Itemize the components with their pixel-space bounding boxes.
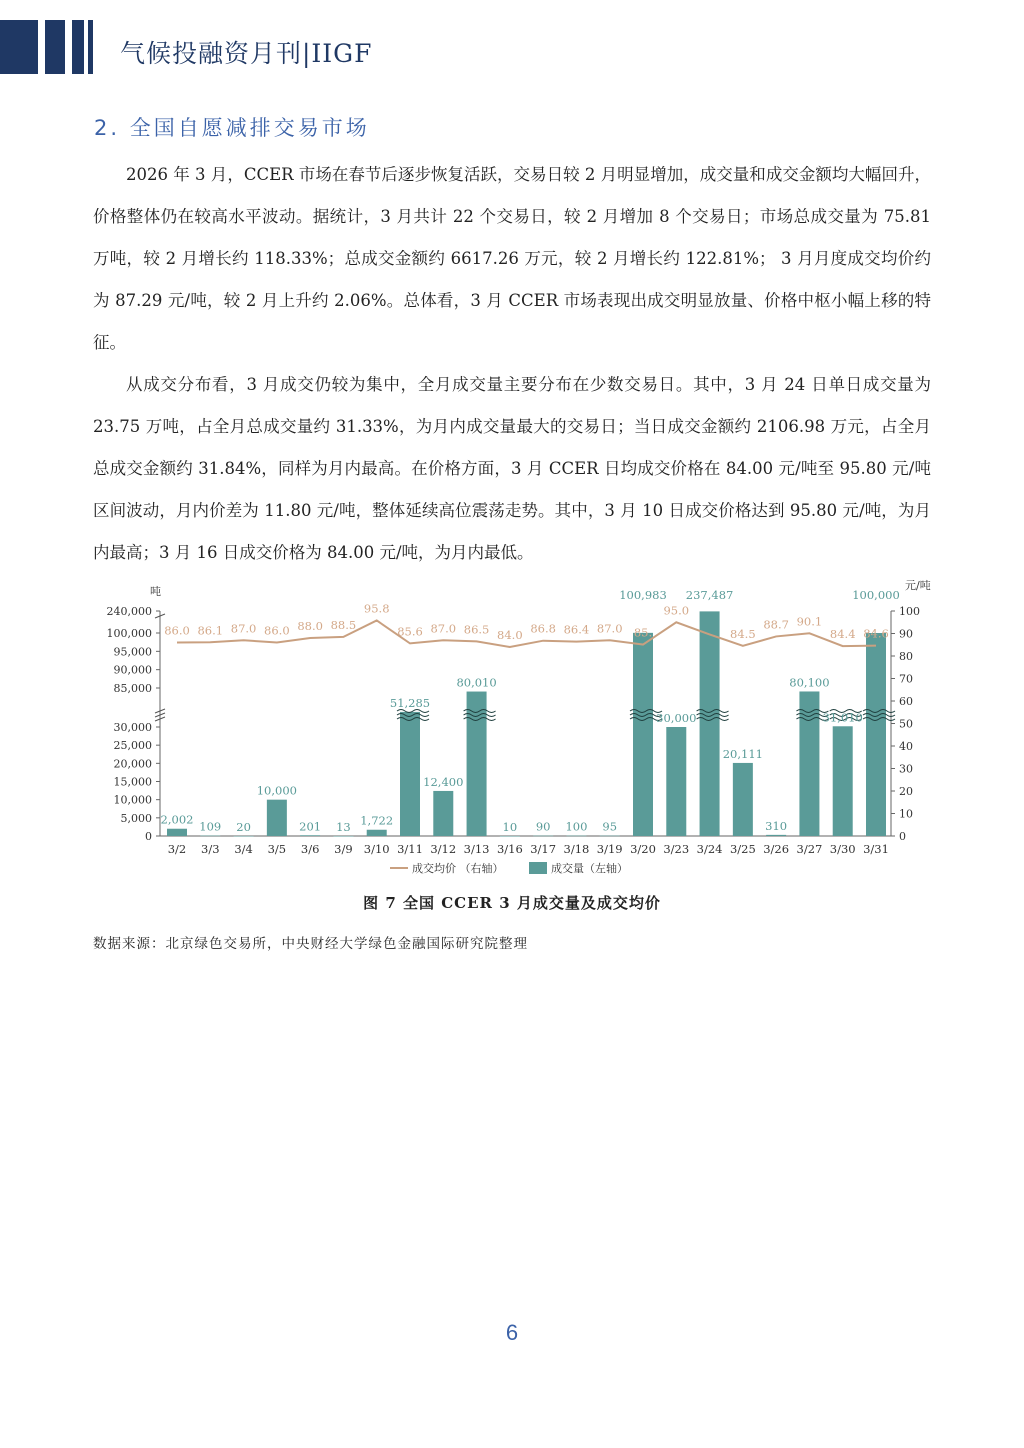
- x-tick-label: 3/27: [796, 842, 823, 856]
- x-tick-label: 3/16: [496, 842, 523, 856]
- right-axis-unit: 元/吨: [905, 579, 931, 592]
- right-tick-label: 60: [899, 695, 913, 708]
- price-label: 85.: [633, 625, 653, 640]
- price-label: 86.4: [563, 622, 590, 637]
- left-tick-label: 5,000: [120, 811, 152, 825]
- price-label: 87.0: [596, 621, 623, 636]
- price-label: 95.0: [663, 603, 690, 618]
- volume-label: 100,000: [852, 588, 900, 602]
- right-tick-label: 20: [899, 785, 913, 798]
- x-tick-label: 3/12: [430, 842, 457, 856]
- page-number: 6: [505, 1320, 519, 1345]
- legend-bar-swatch: [529, 862, 547, 874]
- x-tick-label: 3/17: [530, 842, 557, 856]
- volume-label: 90: [535, 819, 551, 834]
- right-tick-label: 40: [899, 740, 913, 753]
- volume-bar: [433, 791, 453, 836]
- right-tick-label: 0: [899, 830, 906, 843]
- volume-label: 237,487: [685, 588, 734, 602]
- left-axis-unit: 吨: [150, 585, 161, 598]
- volume-label: 80,100: [789, 675, 830, 690]
- data-source: 数据来源：北京绿色交易所，中央财经大学绿色金融国际研究院整理: [93, 936, 528, 952]
- volume-label: 13: [336, 819, 351, 834]
- volume-price-chart: [0, 574, 1024, 884]
- price-label: 90.1: [796, 614, 823, 629]
- figure-caption: 图 7 全国 CCER 3 月成交量及成交均价: [363, 894, 661, 912]
- x-tick-label: 3/13: [463, 842, 490, 856]
- x-tick-label: 3/20: [630, 842, 656, 856]
- x-tick-label: 3/25: [729, 842, 756, 856]
- volume-label: 95: [602, 819, 618, 834]
- x-tick-label: 3/5: [267, 842, 287, 856]
- volume-bar: [533, 836, 553, 837]
- price-label: 84.5: [730, 626, 756, 641]
- price-label: 85.6: [397, 624, 423, 639]
- right-tick-label: 80: [899, 650, 913, 663]
- x-tick-label: 3/6: [300, 842, 320, 856]
- x-tick-label: 3/18: [563, 842, 590, 856]
- volume-bar: [333, 836, 353, 837]
- volume-label: 12,400: [423, 774, 464, 789]
- volume-bar: [367, 830, 387, 836]
- volume-label: 80,010: [456, 675, 497, 690]
- volume-bar: [234, 836, 254, 837]
- volume-label: 2,002: [160, 812, 194, 827]
- volume-bar: [200, 836, 220, 837]
- right-tick-label: 30: [899, 762, 913, 776]
- volume-bar: [766, 835, 786, 836]
- volume-label: 201: [299, 819, 322, 834]
- price-label: 86.5: [463, 622, 490, 637]
- paragraph: 2026 年 3 月，CCER 市场在春节后逐步恢复活跃，交易日较 2 月明显增加，成交量和成交金额均大幅回升，价格整体仍在较高水平波动。据统计，3 月共计 22 个交易日，较 2 月增加 8 个交易日；市场总成交量为 75.81 万吨，较 2 月增长约 118.33%；总成交金额约 6617.26 万元，较 2 月增长约 122.81%； 3 月月度成交均价约为 87.29 元/吨，较 2 月上升约 2.06%。总体看，3 月 CCER 市场表现出成交明显放量、价格中枢小幅上移的特征。: [93, 165, 931, 352]
- price-label: 88.7: [763, 617, 789, 632]
- left-tick-label: 15,000: [113, 775, 152, 789]
- volume-bar: [167, 829, 187, 836]
- x-tick-label: 3/10: [363, 842, 390, 856]
- volume-bar: [400, 712, 420, 836]
- left-tick-label: 25,000: [113, 739, 152, 753]
- x-tick-label: 3/31: [863, 842, 889, 856]
- volume-bar: [700, 611, 720, 836]
- volume-label: 31,010: [822, 710, 863, 725]
- volume-label: 310: [765, 818, 788, 833]
- left-tick-label: 240,000: [106, 605, 152, 618]
- price-label: 88.5: [330, 617, 357, 632]
- volume-bar: [833, 726, 853, 836]
- right-tick-label: 100: [899, 605, 920, 618]
- x-tick-label: 3/19: [596, 842, 623, 856]
- volume-bar: [733, 763, 753, 836]
- content-column: [0, 112, 1024, 954]
- paragraph: 从成交分布看，3 月成交仍较为集中，全月成交量主要分布在少数交易日。其中，3 月 24 日单日成交量为 23.75 万吨，占全月总成交量约 31.33%，为月内成交量最大的交易日；当日成交金额约 2106.98 万元，占全月总成交金额约 31.84%，同样为月内最高。在价格方面，3 月 CCER 日均成交价格在 84.00 元/吨至 95.80 元/吨区间波动，月内价差为 11.80 元/吨，整体延续高位震荡走势。其中，3 月 10 日成交价格达到 95.80 元/吨，为月内最高；3 月 16 日成交价格为 84.00 元/吨，为月内最低。: [93, 375, 931, 562]
- legend-price: 成交均价 （右轴）: [412, 862, 504, 875]
- x-tick-label: 3/9: [334, 842, 353, 856]
- volume-label: 20,111: [722, 746, 763, 761]
- left-tick-label: 0: [145, 830, 152, 843]
- x-tick-label: 3/2: [167, 842, 187, 856]
- price-label: 84.4: [829, 627, 856, 642]
- left-tick-label: 20,000: [113, 757, 152, 771]
- left-tick-label: 85,000: [113, 682, 152, 695]
- volume-label: 1,722: [360, 813, 394, 828]
- price-label: 87.0: [230, 621, 257, 636]
- x-tick-label: 3/26: [763, 842, 790, 856]
- volume-label: 10,000: [256, 783, 297, 798]
- volume-bar: [566, 836, 586, 837]
- volume-bar: [500, 836, 520, 837]
- price-label: 86.0: [264, 623, 290, 638]
- right-tick-label: 50: [899, 717, 913, 731]
- price-label: 88.0: [297, 619, 323, 633]
- left-tick-label: 90,000: [113, 663, 152, 677]
- left-tick-label: 95,000: [113, 645, 152, 659]
- x-tick-label: 3/23: [663, 842, 690, 856]
- price-label: 84.0: [497, 628, 523, 642]
- x-tick-label: 3/4: [234, 842, 253, 856]
- volume-label: 10: [502, 819, 518, 834]
- right-tick-label: 90: [899, 627, 913, 641]
- volume-bar: [866, 633, 886, 836]
- section-title: 2. 全国自愿减排交易市场: [94, 116, 370, 140]
- price-label: 87.0: [430, 621, 457, 636]
- price-label: 86.8: [530, 621, 556, 636]
- volume-bar: [633, 633, 653, 836]
- right-tick-label: 70: [899, 672, 913, 686]
- price-label: 86.1: [197, 623, 224, 638]
- volume-label: 51,285: [389, 695, 431, 710]
- x-tick-label: 3/30: [829, 842, 856, 856]
- price-label: 95.8: [363, 601, 390, 616]
- header-title: 气候投融资月刊|IIGF: [120, 39, 373, 68]
- legend-volume: 成交量（左轴）: [551, 862, 628, 875]
- volume-bar: [600, 836, 620, 837]
- volume-label: 20: [236, 819, 251, 834]
- left-tick-label: 10,000: [113, 793, 152, 807]
- volume-bar: [267, 800, 287, 836]
- x-tick-label: 3/11: [397, 842, 423, 856]
- volume-bar: [300, 835, 320, 836]
- volume-bar: [666, 727, 686, 836]
- volume-label: 30,000: [656, 711, 697, 725]
- volume-label: 100,983: [619, 588, 667, 602]
- x-tick-label: 3/24: [696, 842, 723, 856]
- volume-label: 109: [199, 819, 222, 834]
- left-tick-label: 100,000: [106, 627, 152, 640]
- right-tick-label: 10: [899, 807, 913, 821]
- price-label: 84.6: [863, 626, 889, 641]
- volume-label: 100: [565, 819, 588, 834]
- price-label: 86.0: [164, 623, 190, 638]
- x-tick-label: 3/3: [201, 842, 220, 856]
- left-tick-label: 30,000: [113, 721, 152, 734]
